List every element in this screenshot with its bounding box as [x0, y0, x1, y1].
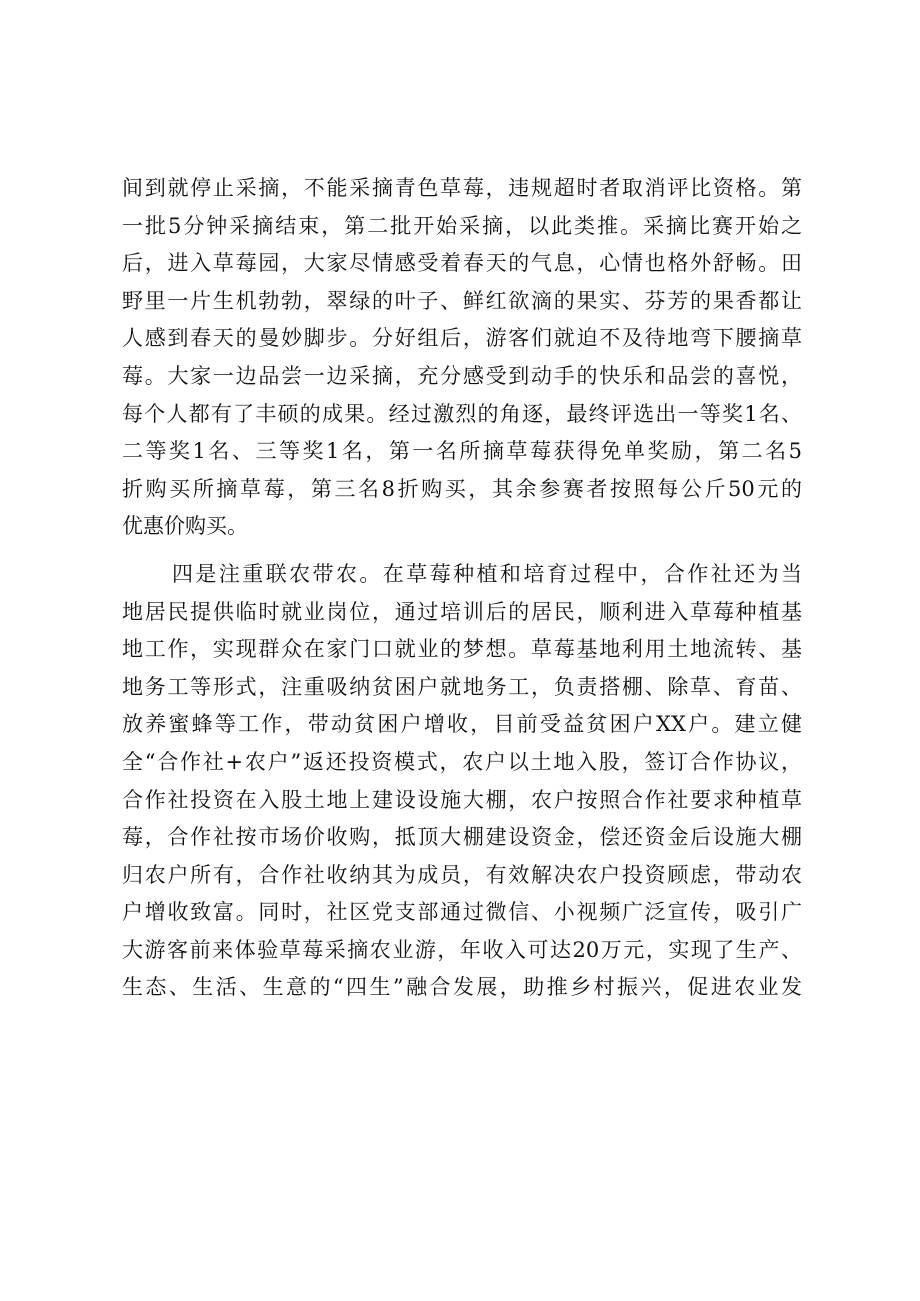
text-line: 每个人都有了丰硕的成果。经过激烈的角逐，最终评选出一等奖1名、: [122, 401, 802, 426]
text-line: 生态、生活、生意的“四生”融合发展，助推乡村振兴，促进农业发: [122, 975, 802, 1000]
text-line: 野里一片生机勃勃，翠绿的叶子、鲜红欲滴的果实、芬芳的果香都让: [122, 288, 802, 313]
text-line: 优惠价购买。: [122, 514, 248, 539]
text-line: 地工作，实现群众在家门口就业的梦想。草莓基地利用土地流转、基: [122, 637, 802, 662]
paragraph-1: [122, 170, 802, 546]
text-line: 合作社投资在入股土地上建设设施大棚，农户按照合作社要求种植草: [122, 787, 802, 812]
paragraph-2: [122, 556, 802, 1007]
text-line: 二等奖1名、三等奖1名，第一名所摘草莓获得免单奖励，第二名5: [122, 439, 802, 464]
text-line: 四是注重联农带农。在草莓种植和培育过程中，合作社还为当: [172, 561, 802, 586]
text-line: 大游客前来体验草莓采摘农业游，年收入可达20万元，实现了生产、: [122, 937, 802, 962]
text-line: 间到就停止采摘，不能采摘青色草莓，违规超时者取消评比资格。第: [122, 176, 802, 200]
text-line: 放养蜜蜂等工作，带动贫困户增收，目前受益贫困户XX户。建立健: [122, 712, 802, 737]
text-line: 莓。大家一边品尝一边采摘，充分感受到动手的快乐和品尝的喜悦，: [122, 363, 802, 388]
text-line: 全“合作社+农户”返还投资模式，农户以土地入股，签订合作协议，: [122, 749, 802, 774]
text-line: 户增收致富。同时，社区党支部通过微信、小视频广泛宣传，吸引广: [122, 900, 802, 925]
text-line: 一批5分钟采摘结束，第二批开始采摘，以此类推。采摘比赛开始之: [122, 213, 802, 238]
text-line: 折购买所摘草莓，第三名8折购买，其余参赛者按照每公斤50元的: [122, 476, 802, 501]
text-line: 地务工等形式，注重吸纳贫困户就地务工，负责搭棚、除草、育苗、: [122, 674, 802, 699]
text-line: 归农户所有，合作社收纳其为成员，有效解决农户投资顾虑，带动农: [122, 862, 802, 887]
text-line: 莓，合作社按市场价收购，抵顶大棚建设资金，偿还资金后设施大棚: [122, 825, 802, 850]
text-line: 地居民提供临时就业岗位，通过培训后的居民，顺利进入草莓种植基: [122, 599, 802, 624]
body-text: [122, 170, 802, 1007]
paragraph-gap: [122, 546, 802, 556]
text-line: 后，进入草莓园，大家尽情感受着春天的气息，心情也格外舒畅。田: [122, 251, 802, 276]
text-line: 人感到春天的曼妙脚步。分好组后，游客们就迫不及待地弯下腰摘草: [122, 326, 802, 351]
